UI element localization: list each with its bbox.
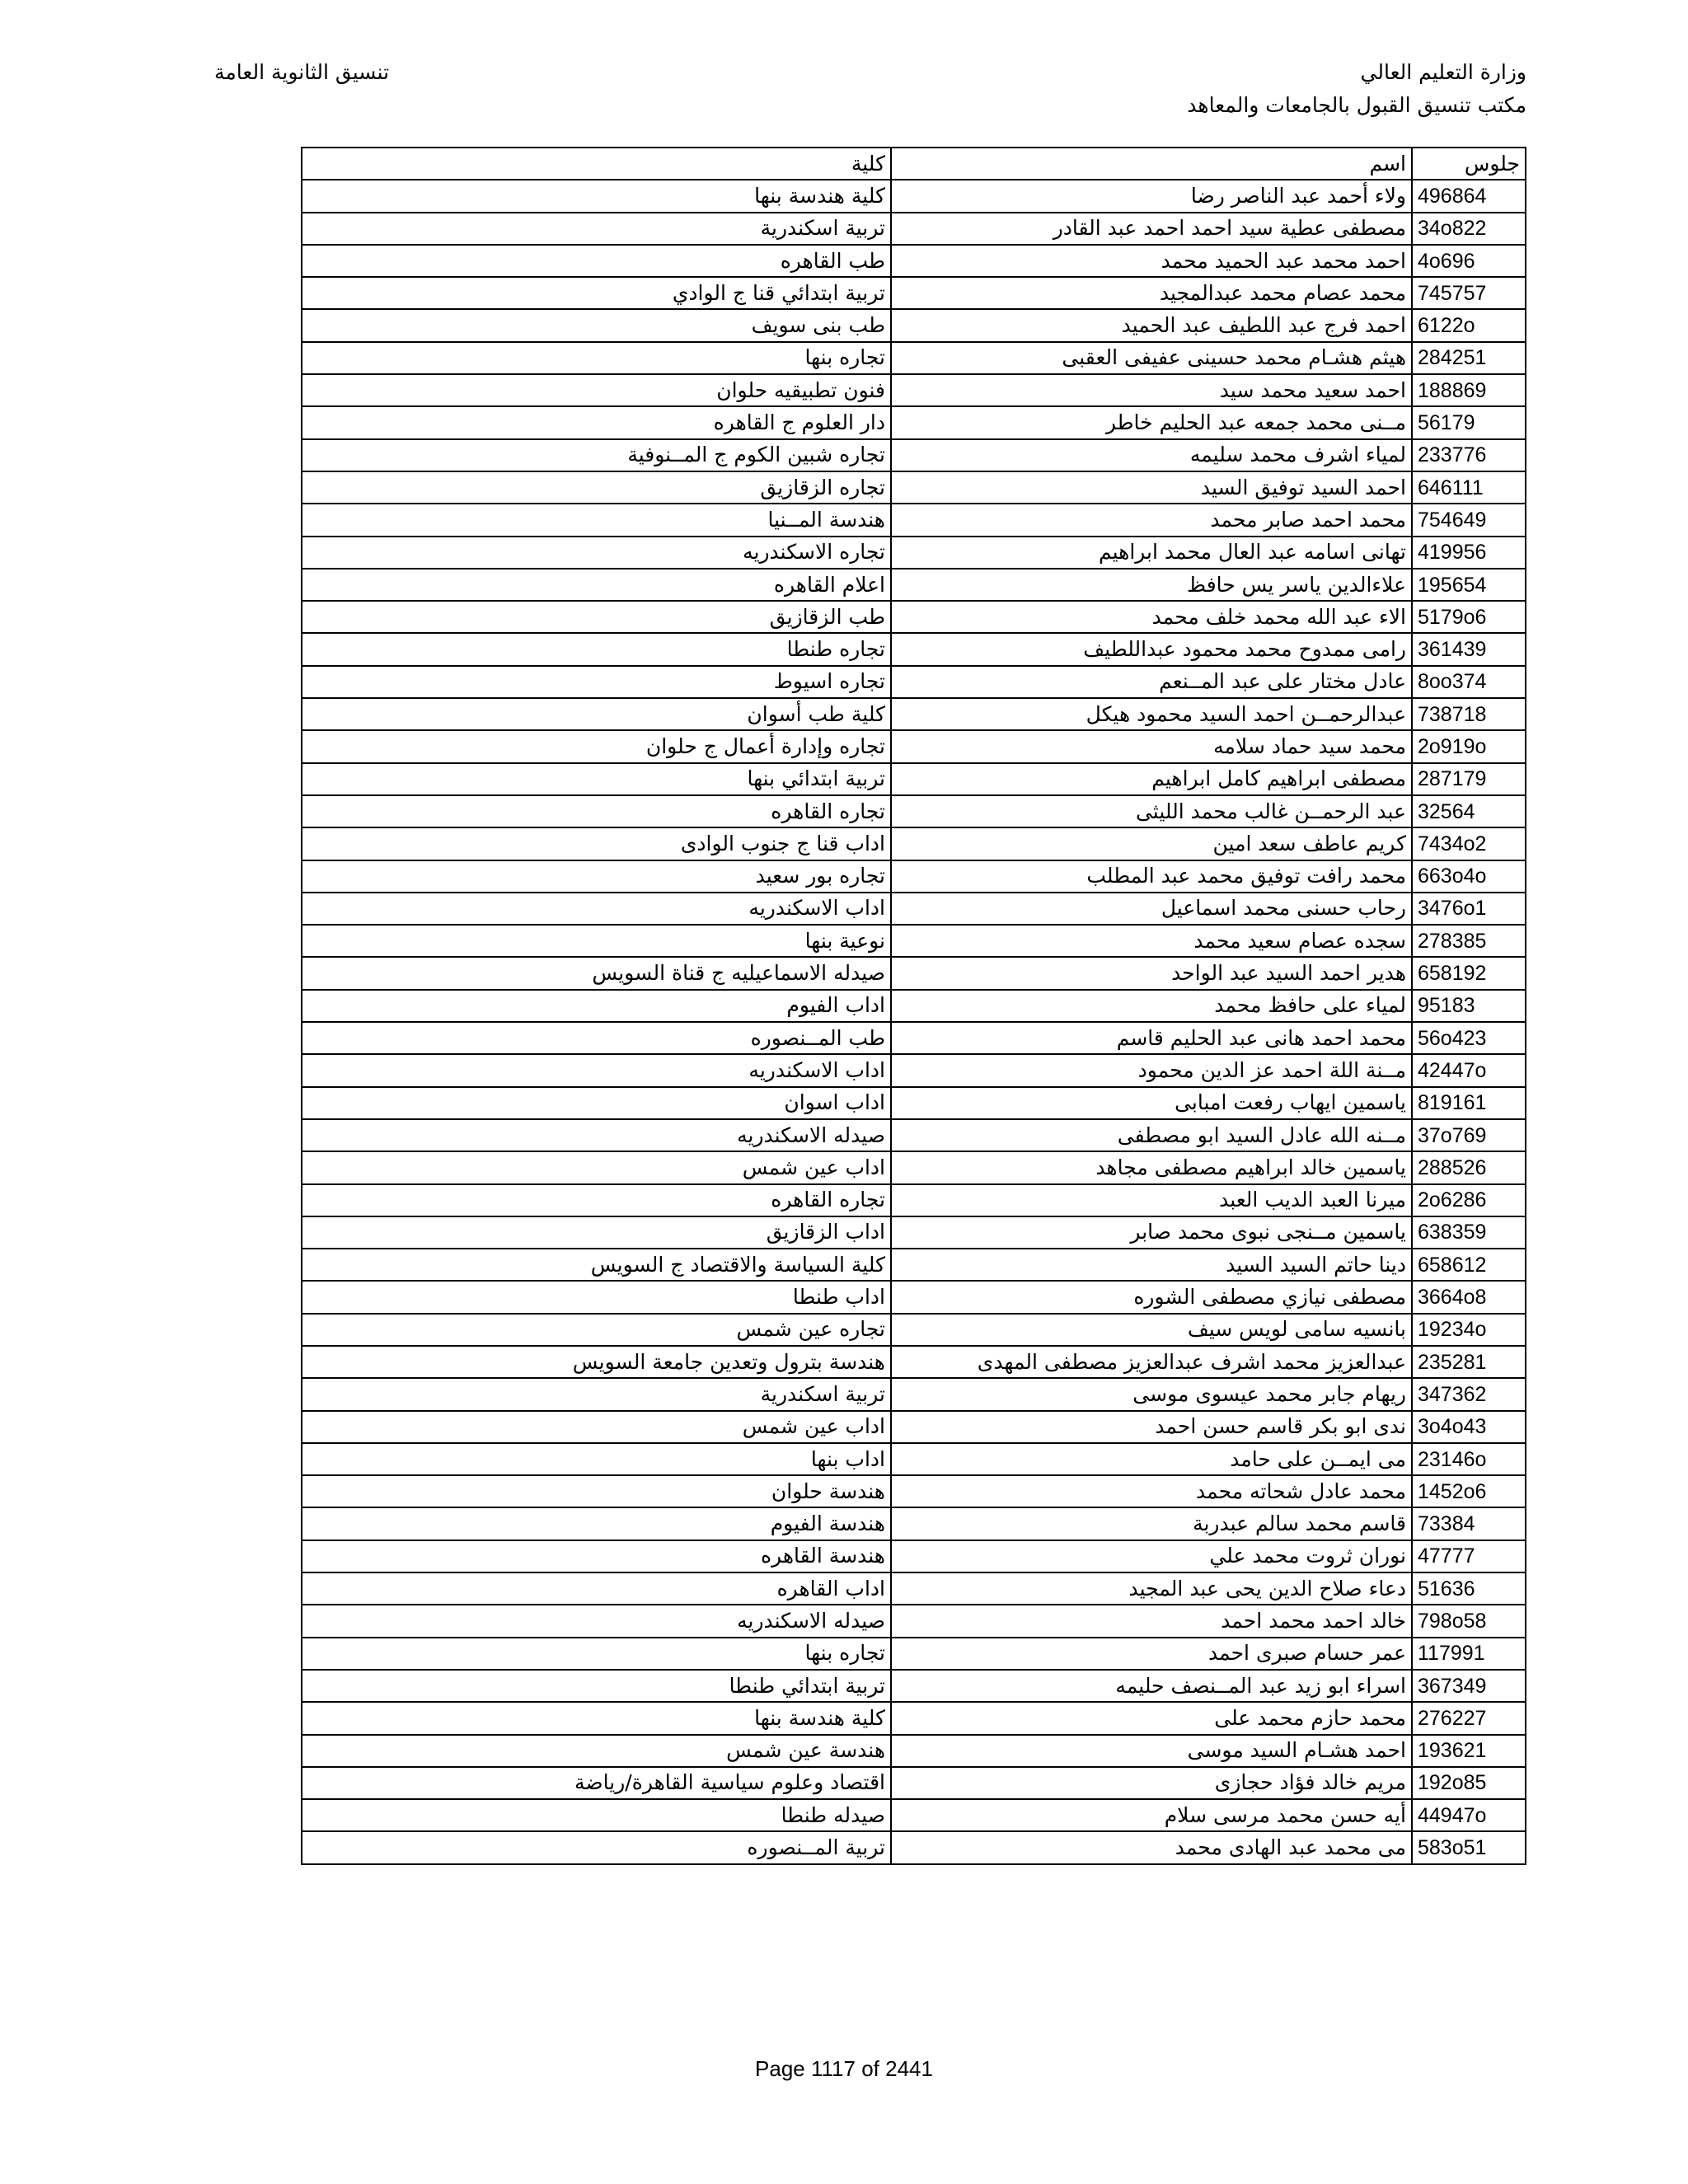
seat-number-cell: 288526 — [1412, 1151, 1526, 1183]
college-cell: تجاره وإدارة أعمال ج حلوان — [302, 730, 891, 762]
college-cell: طب القاهره — [302, 245, 891, 277]
seat-number-cell: 23146o — [1412, 1443, 1526, 1475]
student-name-cell: محمد رافت توفيق محمد عبد المطلب — [891, 860, 1412, 893]
student-name-cell: الاء عبد الله محمد خلف محمد — [891, 601, 1412, 633]
student-name-cell: رحاب حسنى محمد اسماعيل — [891, 893, 1412, 925]
college-cell: تربية اسكندرية — [302, 1378, 891, 1410]
college-cell: هندسة بترول وتعدين جامعة السويس — [302, 1346, 891, 1378]
table-row — [302, 309, 1526, 341]
college-cell: هندسة القاهره — [302, 1540, 891, 1572]
table-row — [302, 1831, 1526, 1863]
seat-number-cell: 284251 — [1412, 342, 1526, 374]
student-name-cell: عمر حسام صبرى احمد — [891, 1638, 1412, 1670]
student-name-cell: مى محمد عبد الهادى محمد — [891, 1831, 1412, 1863]
college-cell: كلية هندسة بنها — [302, 180, 891, 212]
college-cell: صيدله الاسكندريه — [302, 1119, 891, 1151]
college-cell: كلية طب أسوان — [302, 698, 891, 730]
table-row — [302, 245, 1526, 277]
seat-number-cell: 7434o2 — [1412, 827, 1526, 860]
table-row — [302, 1670, 1526, 1702]
student-name-cell: خالد احمد محمد احمد — [891, 1605, 1412, 1637]
table-row — [302, 601, 1526, 633]
college-cell: تربية ابتدائي طنطا — [302, 1670, 891, 1702]
seat-number-cell: 37o769 — [1412, 1119, 1526, 1151]
student-name-cell: محمد حازم محمد على — [891, 1702, 1412, 1734]
student-name-cell: هيثم هشـام محمد حسينى عفيفى العقبى — [891, 342, 1412, 374]
student-name-cell: مى ايمــن على حامد — [891, 1443, 1412, 1475]
seat-number-cell: 32564 — [1412, 795, 1526, 827]
seat-number-cell: 193621 — [1412, 1735, 1526, 1767]
student-name-cell: كريم عاطف سعد امين — [891, 827, 1412, 860]
college-cell: طب الزقازيق — [302, 601, 891, 633]
seat-number-cell: 287179 — [1412, 763, 1526, 795]
table-row — [302, 957, 1526, 989]
table-row — [302, 277, 1526, 309]
student-name-cell: ياسمين خالد ابراهيم مصطفى مجاهد — [891, 1151, 1412, 1183]
seat-number-cell: 347362 — [1412, 1378, 1526, 1410]
coordination-title: تنسيق الثانوية العامة — [214, 60, 390, 84]
table-row — [302, 1378, 1526, 1410]
table-row — [302, 827, 1526, 860]
seat-number-cell: 367349 — [1412, 1670, 1526, 1702]
college-cell: دار العلوم ج القاهره — [302, 406, 891, 438]
student-name-cell: محمد عصام محمد عبدالمجيد — [891, 277, 1412, 309]
college-cell: طب بنى سويف — [302, 309, 891, 341]
college-cell: تجاره عين شمس — [302, 1314, 891, 1346]
table-row — [302, 763, 1526, 795]
seat-number-cell: 6122o — [1412, 309, 1526, 341]
seat-number-cell: 646111 — [1412, 471, 1526, 504]
table-row — [302, 730, 1526, 762]
college-cell: اقتصاد وعلوم سياسية القاهرة/رياضة — [302, 1767, 891, 1799]
table-row — [302, 1767, 1526, 1799]
table-row — [302, 1507, 1526, 1540]
student-name-cell: ياسمين ايهاب رفعت امبابى — [891, 1087, 1412, 1119]
seat-number-cell: 276227 — [1412, 1702, 1526, 1734]
table-row — [302, 537, 1526, 569]
student-name-cell: عبد الرحمــن غالب محمد الليثى — [891, 795, 1412, 827]
table-row — [302, 1314, 1526, 1346]
table-row — [302, 1702, 1526, 1734]
student-name-cell: مــنة اللة احمد عز الدين محمود — [891, 1054, 1412, 1086]
seat-number-cell: 419956 — [1412, 537, 1526, 569]
student-name-cell: احمد محمد عبد الحميد محمد — [891, 245, 1412, 277]
seat-number-cell: 754649 — [1412, 504, 1526, 536]
table-row — [302, 406, 1526, 438]
table-row — [302, 1249, 1526, 1281]
student-name-cell: احمد فرج عبد اللطيف عبد الحميد — [891, 309, 1412, 341]
seat-number-cell: 496864 — [1412, 180, 1526, 212]
seat-number-cell: 34o822 — [1412, 213, 1526, 245]
college-cell: تجاره بور سعيد — [302, 860, 891, 893]
seat-number-cell: 73384 — [1412, 1507, 1526, 1540]
table-row — [302, 1638, 1526, 1670]
table-row — [302, 633, 1526, 665]
seat-number-cell: 2o6286 — [1412, 1184, 1526, 1216]
college-cell: اداب عين شمس — [302, 1411, 891, 1443]
table-row — [302, 1087, 1526, 1119]
table-row — [302, 569, 1526, 601]
student-name-cell: مصطفى نيازي مصطفى الشوره — [891, 1281, 1412, 1313]
name-column-header: اسم — [891, 148, 1412, 180]
college-cell: صيدله طنطا — [302, 1799, 891, 1831]
student-name-cell: احمد سعيد محمد سيد — [891, 374, 1412, 406]
seat-number-cell: 56o423 — [1412, 1022, 1526, 1054]
office-title: مكتب تنسيق القبول بالجامعات والمعاهد — [1187, 93, 1526, 117]
seat-number-cell: 745757 — [1412, 277, 1526, 309]
student-name-cell: عبدالعزيز محمد اشرف عبدالعزيز مصطفى المهدى — [891, 1346, 1412, 1378]
college-cell: تجاره القاهره — [302, 795, 891, 827]
table-row — [302, 666, 1526, 698]
seat-number-cell: 583o51 — [1412, 1831, 1526, 1863]
seat-number-cell: 19234o — [1412, 1314, 1526, 1346]
student-name-cell: قاسم محمد سالم عبدربة — [891, 1507, 1412, 1540]
student-name-cell: بانسيه سامى لويس سيف — [891, 1314, 1412, 1346]
seat-number-cell: 658612 — [1412, 1249, 1526, 1281]
table-row — [302, 180, 1526, 212]
college-cell: اداب قنا ج جنوب الوادى — [302, 827, 891, 860]
seat-number-cell: 42447o — [1412, 1054, 1526, 1086]
college-cell: فنون تطبيقيه حلوان — [302, 374, 891, 406]
table-row — [302, 1281, 1526, 1313]
student-name-cell: علاءالدين ياسر يس حافظ — [891, 569, 1412, 601]
table-row — [302, 1605, 1526, 1637]
college-cell: تجاره بنها — [302, 342, 891, 374]
college-cell: تربية ابتدائي بنها — [302, 763, 891, 795]
student-name-cell: ندى ابو بكر قاسم حسن احمد — [891, 1411, 1412, 1443]
seat-number-cell: 47777 — [1412, 1540, 1526, 1572]
student-name-cell: دينا حاتم السيد السيد — [891, 1249, 1412, 1281]
table-row — [302, 1799, 1526, 1831]
college-cell: كلية السياسة والاقتصاد ج السويس — [302, 1249, 891, 1281]
seat-number-cell: 798o58 — [1412, 1605, 1526, 1637]
college-cell: اداب اسوان — [302, 1087, 891, 1119]
seat-number-cell: 3664o8 — [1412, 1281, 1526, 1313]
table-row — [302, 213, 1526, 245]
table-row — [302, 860, 1526, 893]
student-name-cell: ميرنا العبد الديب العبد — [891, 1184, 1412, 1216]
seat-number-cell: 3o4o43 — [1412, 1411, 1526, 1443]
seat-number-cell: 56179 — [1412, 406, 1526, 438]
table-row — [302, 439, 1526, 471]
seat-number-cell: 4o696 — [1412, 245, 1526, 277]
college-cell: كلية هندسة بنها — [302, 1702, 891, 1734]
table-row — [302, 925, 1526, 957]
seat-number-cell: 361439 — [1412, 633, 1526, 665]
results-table — [301, 147, 1526, 1865]
table-row — [302, 374, 1526, 406]
seat-number-cell: 638359 — [1412, 1216, 1526, 1249]
college-cell: تربية ابتدائي قنا ج الوادي — [302, 277, 891, 309]
table-row — [302, 1540, 1526, 1572]
student-name-cell: رامى ممدوح محمد محمود عبداللطيف — [891, 633, 1412, 665]
table-row — [302, 342, 1526, 374]
table-row — [302, 1411, 1526, 1443]
college-cell: تجاره الزقازيق — [302, 471, 891, 504]
table-row — [302, 1346, 1526, 1378]
college-cell: تجاره طنطا — [302, 633, 891, 665]
student-name-cell: محمد احمد صابر محمد — [891, 504, 1412, 536]
seat-number-cell: 95183 — [1412, 990, 1526, 1022]
college-cell: اداب بنها — [302, 1443, 891, 1475]
seat-number-cell: 738718 — [1412, 698, 1526, 730]
student-name-cell: عادل مختار على عبد المــنعم — [891, 666, 1412, 698]
college-cell: هندسة عين شمس — [302, 1735, 891, 1767]
seat-number-cell: 117991 — [1412, 1638, 1526, 1670]
college-cell: تجاره بنها — [302, 1638, 891, 1670]
seat-number-cell: 819161 — [1412, 1087, 1526, 1119]
student-name-cell: لمياء على حافظ محمد — [891, 990, 1412, 1022]
college-cell: تجاره اسيوط — [302, 666, 891, 698]
student-name-cell: مصطفى ابراهيم كامل ابراهيم — [891, 763, 1412, 795]
student-name-cell: لمياء اشرف محمد سليمه — [891, 439, 1412, 471]
college-cell: هندسة المــنيا — [302, 504, 891, 536]
student-name-cell: محمد عادل شحاته محمد — [891, 1475, 1412, 1507]
college-cell: نوعية بنها — [302, 925, 891, 957]
seat-number-cell: 2o919o — [1412, 730, 1526, 762]
college-cell: اداب القاهره — [302, 1572, 891, 1605]
student-name-cell: محمد سيد حماد سلامه — [891, 730, 1412, 762]
seat-number-cell: 8oo374 — [1412, 666, 1526, 698]
college-cell: اداب الاسكندريه — [302, 1054, 891, 1086]
table-row — [302, 1443, 1526, 1475]
seat-number-cell: 195654 — [1412, 569, 1526, 601]
college-cell: اداب طنطا — [302, 1281, 891, 1313]
table-row — [302, 1022, 1526, 1054]
student-name-cell: مــنى محمد جمعه عبد الحليم خاطر — [891, 406, 1412, 438]
seat-number-cell: 5179o6 — [1412, 601, 1526, 633]
seat-number-cell: 51636 — [1412, 1572, 1526, 1605]
table-row — [302, 795, 1526, 827]
table-row — [302, 504, 1526, 536]
college-cell: هندسة حلوان — [302, 1475, 891, 1507]
college-cell: طب المــنصوره — [302, 1022, 891, 1054]
student-name-cell: ياسمين مــنجى نبوى محمد صابر — [891, 1216, 1412, 1249]
student-name-cell: ريهام جابر محمد عيسوى موسى — [891, 1378, 1412, 1410]
seat-number-cell: 278385 — [1412, 925, 1526, 957]
seat-number-cell: 235281 — [1412, 1346, 1526, 1378]
seat-number-cell: 233776 — [1412, 439, 1526, 471]
student-name-cell: مصطفى عطية سيد احمد احمد عبد القادر — [891, 213, 1412, 245]
table-row — [302, 1475, 1526, 1507]
college-cell: صيدله الاسكندريه — [302, 1605, 891, 1637]
student-name-cell: احمد السيد توفيق السيد — [891, 471, 1412, 504]
seat-number-cell: 192o85 — [1412, 1767, 1526, 1799]
student-name-cell: مــنه الله عادل السيد ابو مصطفى — [891, 1119, 1412, 1151]
seat-number-cell: 3476o1 — [1412, 893, 1526, 925]
table-row — [302, 1184, 1526, 1216]
college-cell: تربية اسكندرية — [302, 213, 891, 245]
table-row — [302, 1119, 1526, 1151]
student-name-cell: مريم خالد فؤاد حجازى — [891, 1767, 1412, 1799]
seat-column-header: جلوس — [1412, 148, 1526, 180]
seat-number-cell: 188869 — [1412, 374, 1526, 406]
college-cell: تربية المــنصوره — [302, 1831, 891, 1863]
college-cell: اداب الفيوم — [302, 990, 891, 1022]
seat-number-cell: 663o4o — [1412, 860, 1526, 893]
table-row — [302, 1054, 1526, 1086]
college-cell: صيدله الاسماعيليه ج قناة السويس — [302, 957, 891, 989]
table-row — [302, 893, 1526, 925]
table-row — [302, 1216, 1526, 1249]
seat-number-cell: 1452o6 — [1412, 1475, 1526, 1507]
college-cell: اعلام القاهره — [302, 569, 891, 601]
ministry-title: وزارة التعليم العالي — [1360, 60, 1526, 84]
student-name-cell: دعاء صلاح الدين يحى عبد المجيد — [891, 1572, 1412, 1605]
student-name-cell: ولاء أحمد عبد الناصر رضا — [891, 180, 1412, 212]
student-name-cell: محمد احمد هانى عبد الحليم قاسم — [891, 1022, 1412, 1054]
college-cell: هندسة الفيوم — [302, 1507, 891, 1540]
student-name-cell: نوران ثروت محمد علي — [891, 1540, 1412, 1572]
college-cell: تجاره القاهره — [302, 1184, 891, 1216]
student-name-cell: اسراء ابو زيد عبد المــنصف حليمه — [891, 1670, 1412, 1702]
college-cell: اداب الزقازيق — [302, 1216, 891, 1249]
page-number: Page 1117 of 2441 — [755, 2056, 933, 2081]
college-cell: تجاره شبين الكوم ج المــنوفية — [302, 439, 891, 471]
student-name-cell: عبدالرحمــن احمد السيد محمود هيكل — [891, 698, 1412, 730]
header-row — [302, 148, 1526, 180]
table-row — [302, 698, 1526, 730]
table-row — [302, 1572, 1526, 1605]
college-cell: اداب الاسكندريه — [302, 893, 891, 925]
table-row — [302, 471, 1526, 504]
student-name-cell: تهانى اسامه عبد العال محمد ابراهيم — [891, 537, 1412, 569]
table-row — [302, 1151, 1526, 1183]
student-name-cell: سجده عصام سعيد محمد — [891, 925, 1412, 957]
college-cell: تجاره الاسكندريه — [302, 537, 891, 569]
college-column-header: كلية — [302, 148, 891, 180]
seat-number-cell: 658192 — [1412, 957, 1526, 989]
seat-number-cell: 44947o — [1412, 1799, 1526, 1831]
student-name-cell: أيه حسن محمد مرسى سلام — [891, 1799, 1412, 1831]
student-name-cell: هدير احمد السيد عبد الواحد — [891, 957, 1412, 989]
college-cell: اداب عين شمس — [302, 1151, 891, 1183]
table-row — [302, 990, 1526, 1022]
results-body — [302, 148, 1526, 1864]
table-row — [302, 1735, 1526, 1767]
student-name-cell: احمد هشـام السيد موسى — [891, 1735, 1412, 1767]
